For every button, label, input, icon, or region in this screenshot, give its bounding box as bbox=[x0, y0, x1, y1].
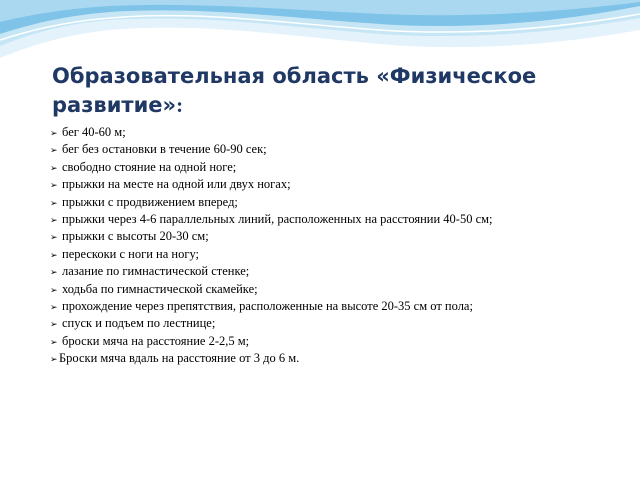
list-item bbox=[50, 315, 493, 332]
arrow-bullet-icon: ➢ bbox=[50, 268, 58, 279]
skills-list bbox=[50, 124, 493, 367]
arrow-bullet-icon: ➢ bbox=[50, 320, 58, 331]
header-wave-decoration bbox=[0, 0, 640, 70]
list-item-text: лазание по гимнастической стенке; bbox=[62, 264, 250, 279]
arrow-bullet-icon: ➢ bbox=[50, 181, 58, 192]
list-item-text: прохождение через препятствия, расположенные на высоте 20-35 см от пола; bbox=[62, 298, 473, 313]
list-item bbox=[50, 263, 493, 280]
list-item-text: прыжки на месте на одной или двух ногах; bbox=[62, 177, 291, 192]
list-item bbox=[50, 211, 493, 228]
arrow-bullet-icon: ➢ bbox=[50, 163, 58, 174]
list-item bbox=[50, 246, 493, 263]
list-item-text: прыжки с высоты 20-30 см; bbox=[62, 229, 209, 244]
list-item-text: бег без остановки в течение 60-90 сек; bbox=[62, 142, 267, 157]
arrow-bullet-icon: ➢ bbox=[50, 285, 58, 296]
list-item-text: бег 40-60 м; bbox=[62, 125, 126, 139]
list-item-text: прыжки через 4-6 параллельных линий, расположенных на расстоянии 40-50 см; bbox=[62, 211, 493, 226]
arrow-bullet-icon: ➢ bbox=[50, 198, 58, 209]
list-item-text: спуск и подъем по лестнице; bbox=[62, 316, 216, 331]
slide-title bbox=[52, 62, 612, 120]
list-item bbox=[50, 281, 493, 298]
slide-title-colon: : bbox=[176, 93, 184, 117]
list-item bbox=[50, 176, 493, 193]
slide-title-text: Образовательная область «Физическое развитие» bbox=[52, 64, 537, 117]
arrow-bullet-icon: ➢ bbox=[50, 302, 58, 313]
list-item bbox=[50, 159, 493, 176]
list-item-text: свободно стояние на одной ноге; bbox=[62, 159, 237, 174]
list-item bbox=[50, 350, 493, 367]
list-item-text: Броски мяча вдаль на расстояние от 3 до 6 м. bbox=[59, 351, 300, 366]
list-item bbox=[50, 141, 493, 158]
list-item-text: ходьба по гимнастической скамейке; bbox=[62, 281, 258, 296]
arrow-bullet-icon: ➢ bbox=[50, 129, 58, 139]
arrow-bullet-icon: ➢ bbox=[50, 146, 58, 157]
list-item bbox=[50, 298, 493, 315]
list-item bbox=[50, 124, 493, 141]
arrow-bullet-icon: ➢ bbox=[50, 215, 58, 226]
list-item-text: прыжки с продвижением вперед; bbox=[62, 194, 238, 209]
list-item-text: перескоки с ноги на ногу; bbox=[62, 246, 200, 261]
list-item bbox=[50, 228, 493, 245]
list-item bbox=[50, 333, 493, 350]
arrow-bullet-icon: ➢ bbox=[50, 337, 58, 348]
arrow-bullet-icon: ➢ bbox=[50, 250, 58, 261]
arrow-bullet-icon: ➢ bbox=[50, 233, 58, 244]
list-item-text: броски мяча на расстояние 2-2,5 м; bbox=[62, 333, 250, 348]
list-item bbox=[50, 194, 493, 211]
arrow-bullet-icon: ➢ bbox=[50, 355, 58, 366]
